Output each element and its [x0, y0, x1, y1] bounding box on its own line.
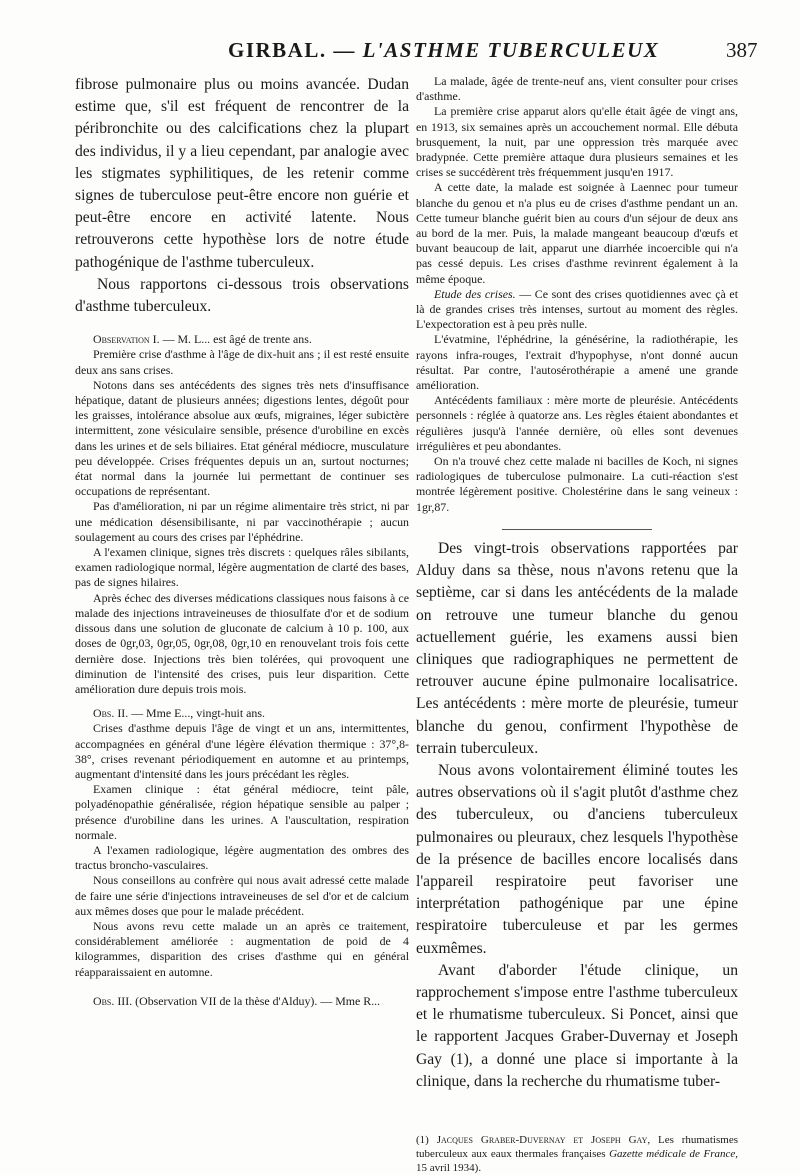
footnote: (1) Jacques Graber-Duvernay et Joseph Gay, Les rhumatismes tuberculeux aux eaux thermales françaises Gazette médicale de France, 15 avril 1934). [416, 1133, 738, 1174]
paragraph: Crises d'asthme depuis l'âge de vingt et un ans, intermittentes, accompagnées en général d'une légère élévation thermique : 37°,8-38°, crises revenant périodiquement en automne et au printemps, augmentant d'intensité dans les jours précédant les règles. [75, 721, 409, 781]
page-number: 387 [726, 38, 758, 62]
paragraph: Des vingt-trois observations rapportées par Alduy dans sa thèse, nous n'avons retenu que la septième, car si dans les antécédents de la malade on retrouve une tumeur blanche du genou actuellement guérie, les examens aussi bien cliniques que radiographiques ne permettent de retrouver aucune épine pulmonaire localisatrice. Les antécédents : mère morte de pleurésie, tumeur blanche du genou, confirment l'hypothèse de terrain tuberculeux. [416, 539, 738, 757]
paragraph: Après échec des diverses médications classiques nous faisons à ce malade des injections intraveineuses de thiosulfate d'or et de sodium dissous dans une solution de gluconate de calcium à 10 p. 100, aux doses de 0gr,03, 0gr,05, 0gr,08, 0gr,10 en renouvelant trois fois cette dernière dose. Injections très bien tolérées, qui provoquent une diminution de l'intensité des crises, puis leur disparition. Cette amélioration dure depuis trois mois. [75, 590, 409, 696]
right-column [416, 74, 738, 1175]
paragraph: Antécédents familiaux : mère morte de pleurésie. Antécédents personnels : réglée à quatorze ans. Les règles étaient abondantes et régulières jusqu'à l'année dernière, où elles sont devenues irrégulières et peu abondantes. [416, 393, 738, 453]
paragraph: Première crise d'asthme à l'âge de dix-huit ans ; il est resté ensuite deux ans sans crises. [75, 347, 409, 377]
paragraph: Nous conseillons au confrère qui nous avait adressé cette malade de faire une série d'injections intraveineuses de sel d'or et de calcium aux mêmes doses que pour le malade précédent. [75, 873, 409, 918]
paragraph: Avant d'aborder l'étude clinique, un rapprochement s'impose entre l'asthme tuberculeux et le rhumatisme tuberculeux. Si Poncet, ainsi que le rapportent Jacques Graber-Duvernay et Joseph Gay (1), a donné une place si importante à la clinique, dans la recherche du rhumatisme tuber- [416, 961, 738, 1090]
paragraph: Etude des crises. — Ce sont des crises quotidiennes avec çà et là de grandes crises très intenses, surtout au moment des règles. L'expectoration est à peu près nulle. [416, 286, 738, 332]
paragraph: A l'examen radiologique, légère augmentation des ombres des tractus broncho-vasculaires. [75, 842, 409, 873]
observation-3-heading: Obs. III. (Observation VII de la thèse d'Alduy). — Mme R... [93, 993, 381, 1008]
observation-1-heading: Observation I. — M. L... est âgé de trente ans. [93, 332, 312, 347]
paragraph: Pas d'amélioration, ni par un régime alimentaire très strict, ni par une médication désensibilisante, ni par vaccinothérapie ; aucun soulagement au cours des crises par l'éphédrine. [75, 499, 409, 544]
paragraph: On n'a trouvé chez cette malade ni bacilles de Koch, ni signes radiologiques de tuberculose pulmonaire. La cuti-réaction s'est montrée légèrement positive. Cholestérine dans le sang veineux : 1gr,87. [416, 454, 738, 514]
observation-2-heading: Obs. II. — Mme E..., vingt-huit ans. [93, 706, 265, 721]
paragraph: Nous avons volontairement éliminé toutes les autres observations où il s'agit plutôt d'asthme chez des tuberculeux, ou d'anciens tuberculeux pulmonaires ou pleuraux, chez lesquels l'hypothèse de la présence de bacilles encore localisés dans l'appareil respiratoire peut favoriser une interprétation pathogénique par une épine respiratoire tuberculeuse et par les germes euxmêmes. [416, 761, 738, 957]
left-column [75, 74, 409, 1009]
paragraph: Notons dans ses antécédents des signes très nets d'insuffisance hépatique, datant de plusieurs années; digestions lentes, dégoût pour les graisses, intolérance absolue aux œufs, migraines, léger subictère intermittent, zone vésiculaire sensible, présence d'urobiline en excès dans les urines et de sels biliaires. Etat général médiocre, musculature peu développée. Crises fréquentes depuis un an, surtout nocturnes; état normal dans la journée lui permettant de continuer ses occupations de représentant. [75, 377, 409, 499]
paragraph: Nous avons revu cette malade un an après ce traitement, considérablement améliorée : augmentation de poid de 4 kilogrammes, disparition des crises d'asthme qui en général réapparaissaient en automne. [75, 918, 409, 979]
paragraph: Examen clinique : état général médiocre, teint pâle, polyadénopathie généralisée, région hépatique sensible au palper ; présence d'urobiline dans les urines. A l'auscultation, respiration normale. [75, 782, 409, 842]
paragraph: A cette date, la malade est soignée à Laennec pour tumeur blanche du genou et n'a plus eu de crises d'asthme pendant un an. Cette tumeur blanche guérit bien au cours d'un séjour de deux ans au bord de la mer. Puis, la malade mangeant beaucoup d'œufs et buvant beaucoup de lait, apparut une diarrhée incoercible qui n'a pas cessé depuis. Les crises d'asthme revinrent également à la même époque. [416, 180, 738, 286]
paragraph: fibrose pulmonaire plus ou moins avancée. Dudan estime que, s'il est fréquent de rencontrer de la péribronchite ou des calcifications chez la plupart des individus, il y a lieu cependant, par analogie avec les stigmates syphilitiques, de les retenir comme signes de tuberculose peut-être encore non guérie et peut-être encore en activité latente. Nous retrouverons cette hypothèse lors de notre étude pathogénique de l'asthme tuberculeux. [75, 76, 409, 271]
paragraph: La première crise apparut alors qu'elle était âgée de vingt ans, en 1913, six semaines après un accouchement normal. Elle débuta brusquement, la nuit, par une oppression très marquée avec bradypnée. Cette première attaque dura plusieurs semaines et les crises se succédèrent très fréquemment jusqu'en 1917. [416, 104, 738, 180]
section-divider [502, 529, 652, 530]
paragraph: A l'examen clinique, signes très discrets : quelques râles sibilants, examen radiologique normal, légère augmentation de clarté des bases, pas de signes hilaires. [75, 545, 409, 590]
paragraph: La malade, âgée de trente-neuf ans, vient consulter pour crises d'asthme. [416, 74, 738, 104]
paragraph: L'évatmine, l'éphédrine, la génésérine, la radiothérapie, les rayons infra-rouges, l'extrait d'hypophyse, n'ont donné aucun résultat. Par contre, l'autosérothérapie a amené une grande amélioration. [416, 332, 738, 393]
paragraph: Nous rapportons ci-dessous trois observations d'asthme tuberculeux. [75, 275, 409, 316]
running-header [0, 38, 800, 68]
running-title: GIRBAL. — L'ASTHME TUBERCULEUX [228, 38, 660, 62]
